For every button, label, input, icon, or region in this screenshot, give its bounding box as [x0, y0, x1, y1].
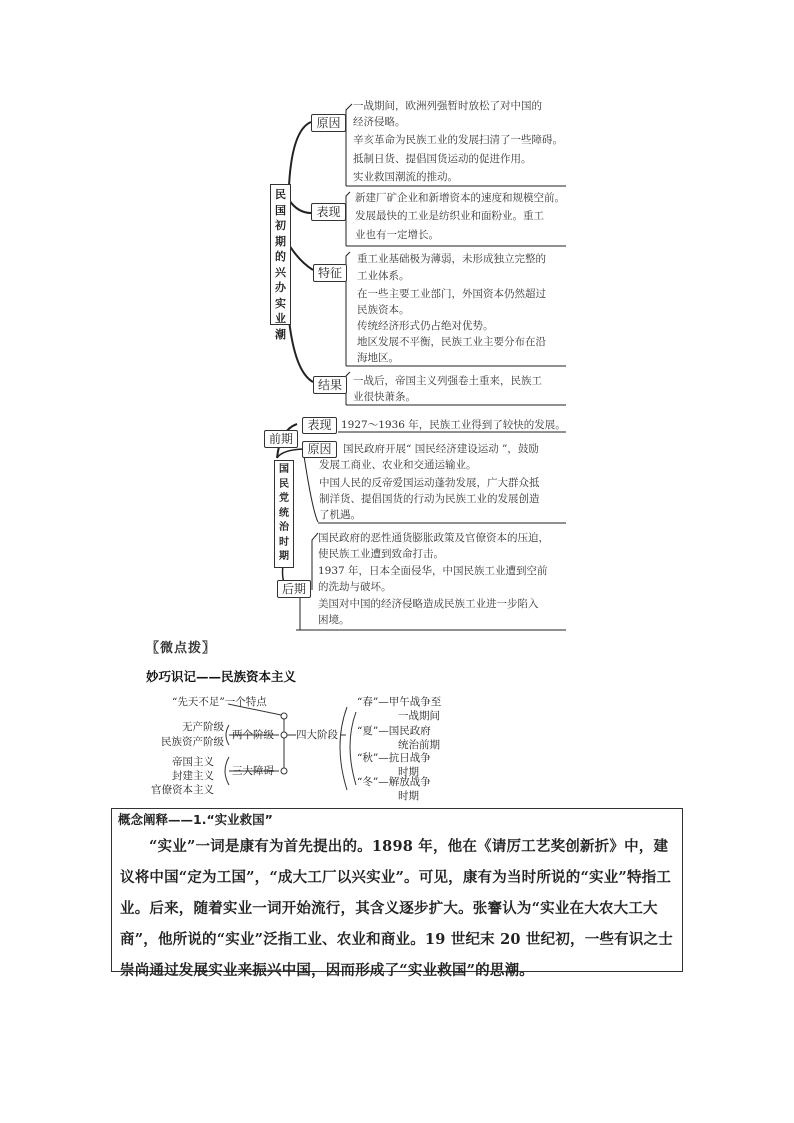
- class-national-bourgeoisie: 民族资产阶级: [161, 736, 224, 748]
- season-winter-2: 时期: [398, 790, 419, 802]
- two-stages: 两个阶级: [232, 729, 274, 741]
- perf-line-1: 新建厂矿企业和新增资本的速度和规模空前。: [355, 192, 565, 204]
- performance-label: 表现: [311, 203, 346, 221]
- perf-line-2: 发展最快的工业是纺织业和面粉业。重工: [355, 210, 544, 222]
- feat-line-3: 在一些主要工业部门，外国资本仍然超过: [357, 288, 546, 300]
- late-line-2: 使民族工业遭到致命打击。: [318, 548, 444, 560]
- early-reason-line-4: 制洋货、提倡国货的行动为民族工业的发展创造: [319, 493, 540, 505]
- late-line-6: 困境。: [318, 614, 350, 626]
- tip-heading: 〖微点拨〗: [146, 641, 217, 656]
- concept-body: “实业”一词是康有为首先提出的。1898 年，他在《请厉工艺奖创新折》中，建议将中国“定为工国”，“成大工厂以兴实业”。可见，康有为当时所说的“实业”特指工业。后来，随着实业一词开始流行，其含义逐步扩大。张謇认为“实业在大农大工大商”，他所说的“实业”泛指工业、农业和商业。19 世纪末 20 世纪初，一些有识之士崇尚通过发展实业来振兴中国，因而形成了“实业救国”的思潮。: [120, 838, 673, 979]
- season-autumn-2: 时期: [398, 766, 419, 778]
- early-reason-line-1: 国民政府开展“ 国民经济建设运动 ”，鼓励: [343, 443, 539, 455]
- tip-subheading: 妙巧识记——民族资本主义: [146, 669, 297, 684]
- class-proletariat: 无产阶级: [182, 721, 224, 733]
- four-stages: 四大阶段: [296, 729, 338, 741]
- reason-line-5: 实业救国潮流的推动。: [353, 171, 458, 183]
- feat-line-2: 工业体系。: [357, 270, 410, 282]
- result-line-1: 一战后，帝国主义列强卷土重来，民族工: [353, 375, 542, 387]
- early-perf-line: 1927～1936 年，民族工业得到了较快的发展。: [341, 419, 566, 431]
- late-line-5: 美国对中国的经济侵略造成民族工业进一步陷入: [318, 598, 539, 610]
- reason-line-1: 一战期间，欧洲列强暂时放松了对中国的: [353, 100, 542, 112]
- three-obstacles: 三大障碍: [232, 765, 274, 777]
- season-summer-2: 统治前期: [398, 739, 440, 751]
- reason-line-4: 抵制日货、提倡国货运动的促进作用。: [353, 153, 532, 165]
- feat-line-6: 地区发展不平衡，民族工业主要分布在沿: [357, 336, 546, 348]
- feat-line-7: 海地区。: [357, 352, 399, 364]
- season-spring-2: 一战期间: [398, 710, 440, 722]
- early-perf-label: 表现: [302, 417, 337, 434]
- reason-line-2: 经济侵略。: [353, 116, 406, 128]
- early-reason-line-2: 发展工商业、农业和交通运输业。: [319, 459, 477, 471]
- result-label: 结果: [313, 376, 347, 394]
- result-line-2: 业很快萧条。: [353, 391, 416, 403]
- season-autumn-1: “秋”—抗日战争: [357, 752, 431, 764]
- late-line-3: 1937 年，日本全面侵华，中国民族工业遭到空前: [318, 565, 548, 577]
- feat-line-1: 重工业基础极为薄弱，未形成独立完整的: [357, 253, 546, 265]
- early-reason-label: 原因: [302, 441, 337, 458]
- late-line-4: 的洗劫与破坏。: [318, 581, 392, 593]
- season-winter-1: “冬”—解放战争: [357, 776, 431, 788]
- section2-title: 国民党统治时期: [274, 460, 294, 568]
- early-reason-line-3: 中国人民的反帝爱国运动蓬勃发展，广大群众抵: [319, 477, 540, 489]
- early-period-label: 前期: [264, 430, 298, 448]
- season-spring-1: “春”—甲午战争至: [357, 696, 442, 708]
- concept-heading: 概念阐释——1.“实业救国”: [118, 812, 273, 827]
- late-line-1: 国民政府的恶性通货膨胀政策及官僚资本的压迫，: [318, 532, 549, 544]
- concept-box: [111, 808, 683, 979]
- obstacle-bureaucratic-capital: 官僚资本主义: [151, 784, 214, 796]
- reason-line-3: 辛亥革命为民族工业的发展扫清了一些障碍。: [353, 134, 563, 146]
- perf-line-3: 业也有一定增长。: [355, 229, 439, 241]
- reason-label: 原因: [311, 114, 346, 132]
- feat-line-5: 传统经济形式仍占绝对优势。: [357, 320, 494, 332]
- late-period-label: 后期: [277, 580, 311, 598]
- feature-label: 特征: [313, 264, 347, 282]
- section1-title: 民国初期的兴办实业潮: [270, 184, 291, 325]
- season-summer-1: “夏”—国民政府: [357, 725, 431, 737]
- obstacle-feudalism: 封建主义: [172, 770, 214, 782]
- one-point: “先天不足”一个特点: [172, 696, 267, 708]
- obstacle-imperialism: 帝国主义: [172, 756, 214, 768]
- early-reason-line-5: 了机遇。: [319, 509, 361, 521]
- feat-line-4: 民族资本。: [357, 304, 410, 316]
